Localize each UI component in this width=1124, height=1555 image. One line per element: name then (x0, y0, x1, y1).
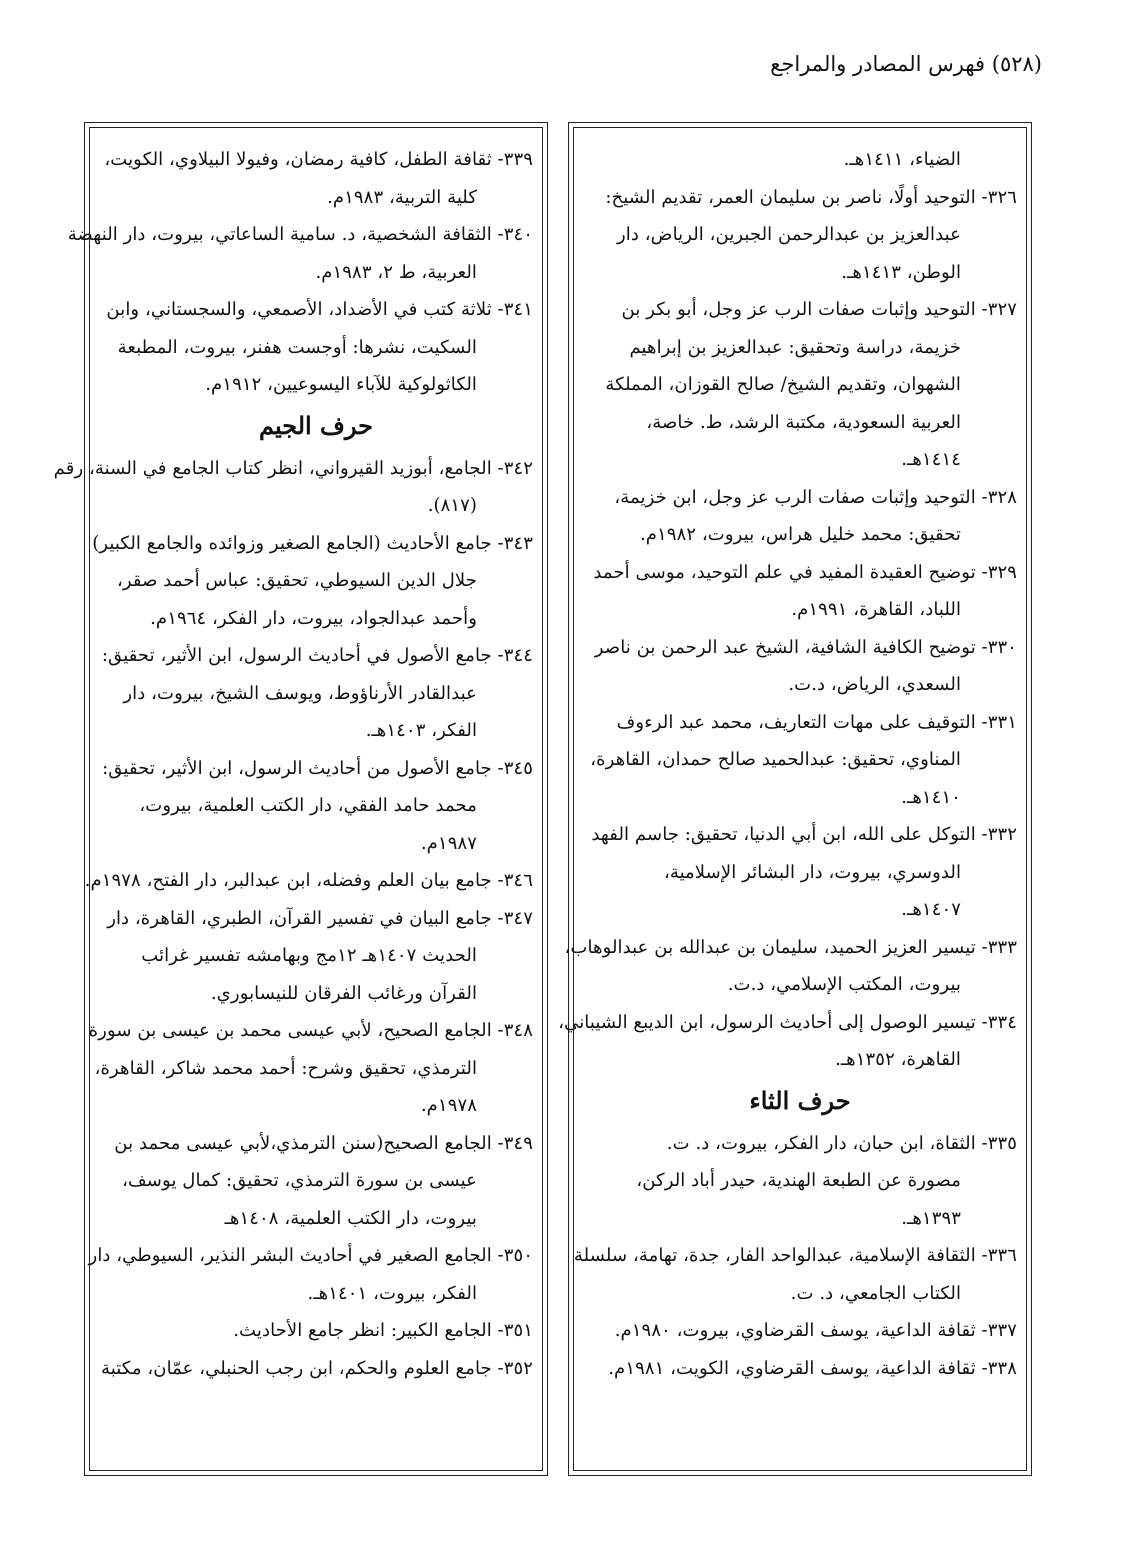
reference-entry (53, 450, 533, 525)
entry-continuation-line: الترمذي، تحقيق وشرح: أحمد محمد شاكر، القاهرة، (94, 1057, 477, 1079)
entry-first-line: ٣٣٣- تيسير العزيز الحميد، سليمان بن عبدالله بن عبدالوهاب، (564, 936, 1017, 958)
entry-first-line: ٣٣١- التوقيف على مهات التعاريف، محمد عبد الرءوف (616, 711, 1017, 733)
entry-first-line: ٣٥١- الجامع الكبير: انظر جامع الأحاديث. (233, 1320, 533, 1341)
entry-first-line: ٣٥٢- جامع العلوم والحكم، ابن رجب الحنبلي، عمّان، مكتبة (101, 1357, 533, 1379)
entry-continuation-line: مصورة عن الطبعة الهندية، حيدر أباد الركن، (636, 1170, 961, 1191)
entry-continuation-line: السكيت، نشرها: أوجست هفنر، بيروت، المطبعة (117, 336, 477, 358)
entry-first-line: ٣٣٥- الثقاة، ابن حبان، دار الفكر، بيروت، د. ت. (666, 1132, 1017, 1154)
entry-continuation-line: عبدالقادر الأرناؤوط، ويوسف الشيخ، بيروت، دار (123, 682, 477, 704)
reference-entry (583, 291, 1017, 479)
entry-first-line: ٣٢٧- التوحيد وإثبات صفات الرب عز وجل، أبو بكر بن (621, 299, 1017, 320)
entry-continuation-line: الضياء، ١٤١١هـ. (843, 149, 961, 170)
reference-entry (92, 525, 533, 638)
entry-continuation-line: القرآن ورغائب الفرقان للنيسابوري. (210, 982, 477, 1004)
entry-continuation-line: الكتاب الجامعي، د. ت. (790, 1282, 961, 1304)
entry-continuation-line: اللباد، القاهرة، ١٩٩١م. (791, 599, 961, 620)
entry-continuation-line: المناوي، تحقيق: عبدالحميد صالح حمدان، القاهرة، (590, 749, 961, 770)
entry-continuation-line: الحديث ١٤٠٧هـ ١٢مج وبهامشه تفسير غرائب (141, 945, 477, 966)
entry-first-line: ٣٣٩- ثقافة الطفل، كافية رمضان، وفيولا البيلاوي، الكويت، (104, 149, 533, 170)
entry-continuation-line: ١٤١٤هـ. (901, 449, 961, 470)
reference-entry (583, 1125, 1017, 1238)
entry-continuation-line: بيروت، دار الكتب العلمية، ١٤٠٨هـ (224, 1207, 477, 1229)
left-column-frame (53, 122, 548, 1476)
entry-continuation-line: وأحمد عبدالجواد، بيروت، دار الفكر، ١٩٦٤م. (150, 607, 477, 629)
entry-first-line: ٣٣٧- ثقافة الداعية، يوسف القرضاوي، بيروت، ١٩٨٠م. (614, 1320, 1017, 1341)
reference-entry (583, 479, 1017, 554)
entry-first-line: ٣٤٤- جامع الأصول في أحاديث الرسول، ابن الأثير، تحقيق: (101, 645, 533, 666)
entry-continuation-line: الكاثولوكية للآباء اليسوعيين، ١٩١٢م. (205, 374, 477, 395)
entry-continuation-line: ١٤١٠هـ. (901, 786, 961, 808)
entry-first-line: ٣٢٦- التوحيد أولًا، ناصر بن سليمان العمر، تقديم الشيخ: (605, 186, 1017, 208)
entry-continuation-line: خزيمة، دراسة وتحقيق: عبدالعزيز بن إبراهيم (629, 336, 961, 358)
entry-first-line: ٣٤٩- الجامع الصحيح(سنن الترمذي،لأبي عيسى محمد بن (114, 1132, 533, 1154)
entry-continuation-line: جلال الدين السيوطي، تحقيق: عباس أحمد صقر، (116, 570, 477, 591)
entry-first-line: ٣٤٨- الجامع الصحيح، لأبي عيسى محمد بن عيسى بن سورة (88, 1020, 533, 1041)
right-column-frame (558, 122, 1032, 1476)
entry-continuation-line: بيروت، المكتب الإسلامي، د.ت. (727, 974, 961, 995)
entry-continuation-line: (٨١٧). (427, 495, 477, 516)
entry-continuation-line: العربية، ط ٢، ١٩٨٣م. (315, 261, 477, 283)
entry-continuation-line: الفكر، بيروت، ١٤٠١هـ. (307, 1282, 477, 1304)
entry-continuation-line: الفكر، ١٤٠٣هـ. (365, 720, 477, 741)
reference-entry (99, 750, 533, 863)
entry-first-line: ٣٣٠- توضيح الكافية الشافية، الشيخ عبد الرحمن بن ناصر (594, 636, 1017, 658)
reference-entry (583, 179, 1017, 292)
reference-entry (583, 141, 1017, 179)
reference-entry (67, 216, 533, 291)
entry-first-line: ٣٤٣- جامع الأحاديث (الجامع الصغير وزوائده والجامع الكبير) (92, 532, 533, 554)
reference-entry (99, 141, 533, 216)
reference-entry (583, 629, 1017, 704)
entry-continuation-line: ١٩٧٨م. (420, 1095, 477, 1116)
reference-entry (99, 1350, 533, 1388)
reference-entry (84, 862, 533, 900)
right-column (558, 141, 1017, 1465)
reference-entry (564, 929, 1017, 1004)
reference-entry (99, 1312, 533, 1350)
reference-entry (88, 1012, 533, 1125)
entry-continuation-line: العربية السعودية، مكتبة الرشد، ط. خاصة، (646, 411, 961, 433)
entry-continuation-line: السعدي، الرياض، د.ت. (788, 674, 961, 695)
entry-first-line: ٣٤٥- جامع الأصول من أحاديث الرسول، ابن الأثير، تحقيق: (102, 757, 533, 779)
section-heading: حرف الجيم (259, 410, 373, 440)
entry-continuation-line: ١٣٩٣هـ. (901, 1207, 961, 1229)
reference-entry (583, 554, 1017, 629)
entry-continuation-line: القاهرة، ١٣٥٢هـ. (835, 1049, 961, 1070)
reference-entry (583, 1350, 1017, 1388)
entry-first-line: ٣٤٠- الثقافة الشخصية، د. سامية الساعاتي، بيروت، دار النهضة (67, 224, 533, 245)
entry-first-line: ٣٤١- ثلاثة كتب في الأضداد، الأصمعي، والسجستاني، وابن (106, 299, 533, 320)
entry-continuation-line: الشهوان، وتقديم الشيخ/ صالح القوزان، المملكة (605, 374, 961, 395)
entry-first-line: ٣٥٠- الجامع الصغير في أحاديث البشر النذير، السيوطي، دار (88, 1245, 533, 1266)
reference-entry (583, 704, 1017, 817)
entry-first-line: ٣٢٩- توضيح العقيدة المفيد في علم التوحيد، موسى أحمد (593, 561, 1017, 583)
entry-continuation-line: كلية التربية، ١٩٨٣م. (327, 186, 477, 208)
reference-entry (558, 1004, 1017, 1079)
reference-entry (99, 900, 533, 1013)
reference-entry (583, 816, 1017, 929)
entry-continuation-line: ١٩٨٧م. (420, 832, 477, 854)
entry-continuation-line: عيسى بن سورة الترمذي، تحقيق: كمال يوسف، (122, 1170, 477, 1191)
reference-entry (88, 1237, 533, 1312)
entry-first-line: ٣٢٨- التوحيد وإثبات صفات الرب عز وجل، ابن خزيمة، (614, 486, 1017, 508)
entry-first-line: ٣٣٢- التوكل على الله، ابن أبي الدنيا، تحقيق: جاسم الفهد (591, 824, 1017, 845)
reference-entry (583, 1312, 1017, 1350)
entry-continuation-line: محمد حامد الفقي، دار الكتب العلمية، بيروت، (139, 795, 477, 816)
entry-first-line: ٣٣٦- الثقافة الإسلامية، عبدالواحد الفار، جدة، تهامة، سلسلة (573, 1245, 1017, 1266)
reference-entry (573, 1237, 1017, 1312)
entry-first-line: ٣٣٨- ثقافة الداعية، يوسف القرضاوي، الكويت، ١٩٨١م. (608, 1357, 1017, 1379)
entry-continuation-line: ١٤٠٧هـ. (901, 899, 961, 920)
entry-continuation-line: الوطن، ١٤١٣هـ. (841, 261, 961, 283)
section-heading: حرف الثاء (749, 1085, 851, 1115)
reference-entry (99, 291, 533, 404)
entry-continuation-line: عبدالعزيز بن عبدالرحمن الجبرين، الرياض، دار (617, 224, 961, 245)
entry-continuation-line: الدوسري، بيروت، دار البشائر الإسلامية، (663, 861, 961, 883)
reference-entry (99, 1125, 533, 1238)
reference-entry (99, 637, 533, 750)
left-column (53, 141, 533, 1465)
page-header: (٥٢٨) فهرس المصادر والمراجع (770, 52, 1042, 76)
entry-first-line: ٣٤٧- جامع البيان في تفسير القرآن، الطبري، القاهرة، دار (107, 907, 533, 929)
entry-first-line: ٣٣٤- تيسير الوصول إلى أحاديث الرسول، ابن الديبع الشيباني، (558, 1011, 1017, 1033)
entry-continuation-line: تحقيق: محمد خليل هراس، بيروت، ١٩٨٢م. (640, 524, 961, 545)
entry-first-line: ٣٤٦- جامع بيان العلم وفضله، ابن عبدالبر، دار الفتح، ١٩٧٨م. (84, 870, 533, 891)
entry-first-line: ٣٤٢- الجامع، أبوزيد القيرواني، انظر كتاب الجامع في السنة، رقم (53, 457, 533, 479)
